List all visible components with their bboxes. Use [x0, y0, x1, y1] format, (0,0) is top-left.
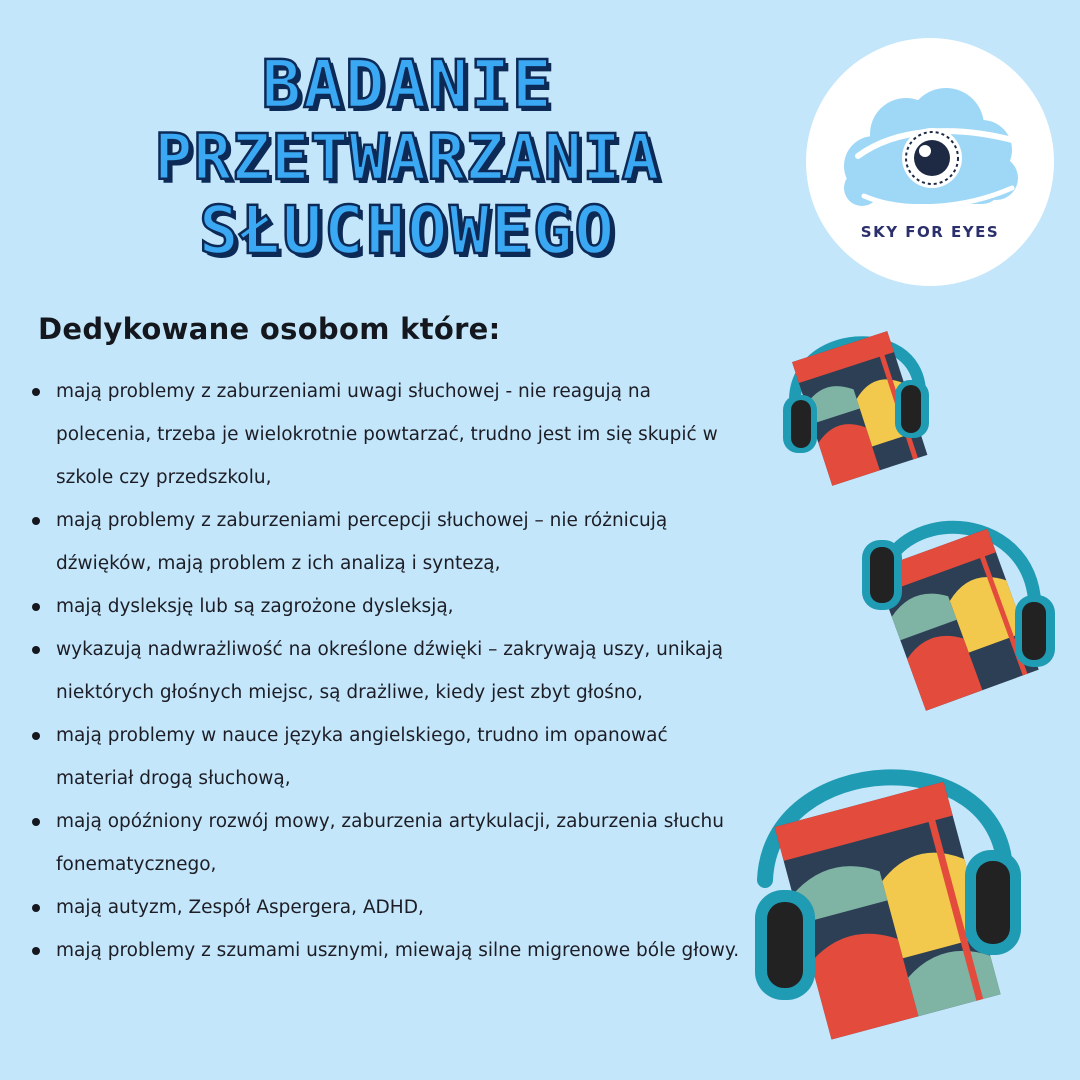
conditions-list [30, 370, 750, 972]
list-item: wykazują nadwrażliwość na określone dźwięki – zakrywają uszy, unikają niektórych głośnych miejsc, są drażliwe, kiedy jest zbyt głośno, [30, 628, 750, 714]
list-item: mają dysleksję lub są zagrożone dysleksją, [30, 585, 750, 628]
list-item: mają problemy z szumami usznymi, miewają silne migrenowe bóle głowy. [30, 929, 750, 972]
list-item: mają problemy z zaburzeniami percepcji słuchowej – nie różnicują dźwięków, mają problem z ich analizą i syntezą, [30, 499, 750, 585]
list-item: mają problemy w nauce języka angielskiego, trudno im opanować materiał drogą słuchową, [30, 714, 750, 800]
title-line-3: SŁUCHOWEGO [198, 192, 617, 269]
headphones-book-icon [840, 495, 1070, 715]
title-line-2: PRZETWARZANIA [154, 121, 661, 194]
main-title [40, 48, 775, 267]
list-item: mają opóźniony rozwój mowy, zaburzenia artykulacji, zaburzenia słuchu fonematycznego, [30, 800, 750, 886]
logo-text: SKY FOR EYES [860, 223, 1000, 241]
subtitle: Dedykowane osobom które: [38, 312, 501, 346]
logo [806, 38, 1054, 286]
headphones-book-icon [755, 300, 955, 500]
title-line-1: BADANIE [261, 46, 554, 123]
list-item: mają autyzm, Zespół Aspergera, ADHD, [30, 886, 750, 929]
list-item: mają problemy z zaburzeniami uwagi słuchowej - nie reagują na polecenia, trzeba je wielokrotnie powtarzać, trudno jest im się skupić w szkole czy przedszkolu, [30, 370, 750, 499]
headphones-book-icon [730, 730, 1050, 1050]
cloud-eye-icon [806, 38, 1054, 286]
